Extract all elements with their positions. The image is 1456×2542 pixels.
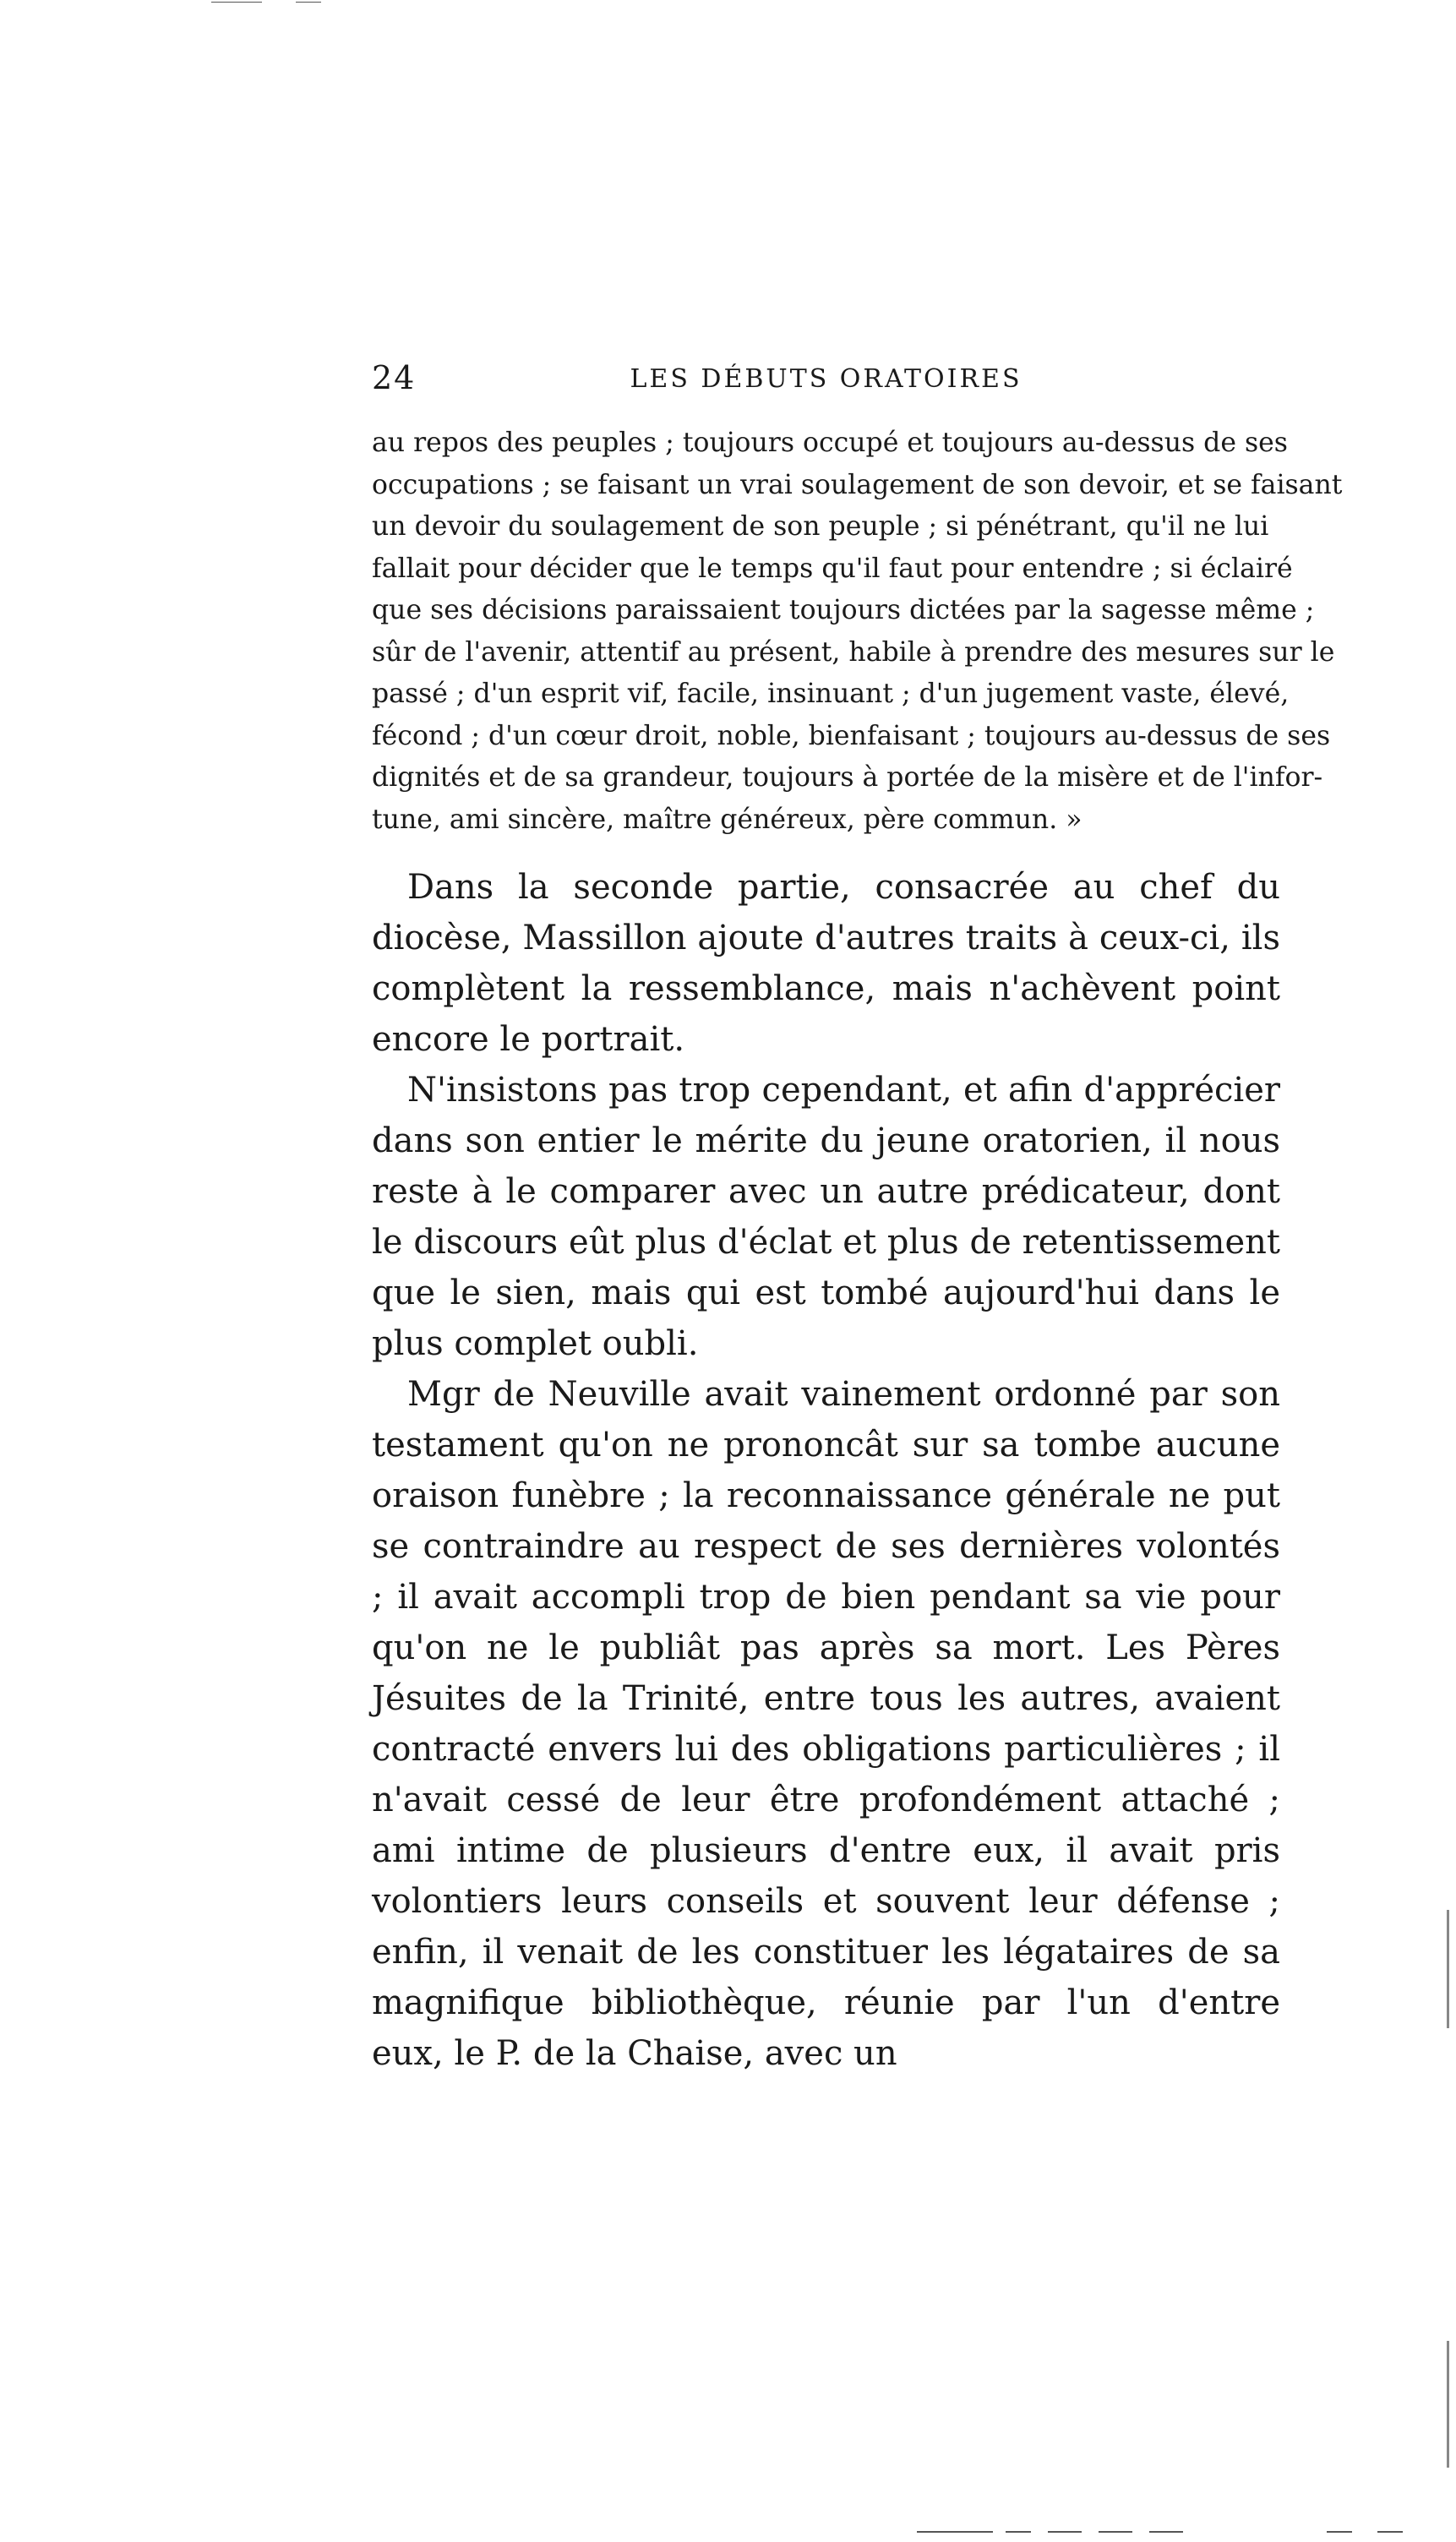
- scan-bottom-mark: [1149, 2531, 1183, 2533]
- scan-bottom-mark: [917, 2531, 993, 2533]
- quote-line: fécond ; d'un cœur droit, noble, bienfaisant ; toujours au-dessus de ses: [372, 720, 1331, 751]
- quote-line: un devoir du soulagement de son peuple ; si pénétrant, qu'il ne lui: [372, 511, 1269, 542]
- scan-top-mark: [296, 2, 321, 3]
- quote-line: tune, ami sincère, maître généreux, père commun. »: [372, 804, 1082, 835]
- quote-line: occupations ; se faisant un vrai soulagement de son devoir, et se faisant: [372, 469, 1343, 500]
- running-title: LES DÉBUTS ORATOIRES: [630, 364, 1022, 394]
- scan-bottom-mark: [1327, 2531, 1352, 2533]
- quote-line: fallait pour décider que le temps qu'il faut pour entendre ; si éclairé: [372, 553, 1293, 584]
- page-number: 24: [372, 359, 417, 396]
- quoted-passage: [372, 423, 1343, 841]
- scan-bottom-mark: [1006, 2531, 1031, 2533]
- body-text: [372, 862, 1280, 2079]
- quote-line: dignités et de sa grandeur, toujours à portée de la misère et de l'infor-: [372, 762, 1323, 793]
- scan-bottom-mark: [1377, 2531, 1403, 2533]
- scan-bottom-mark: [1099, 2531, 1132, 2533]
- scan-bottom-mark: [1048, 2531, 1082, 2533]
- quote-line: sûr de l'avenir, attentif au présent, habile à prendre des mesures sur le: [372, 636, 1335, 668]
- scan-edge-mark: [1447, 1910, 1449, 2028]
- page-header: [372, 359, 1280, 410]
- quote-line: passé ; d'un esprit vif, facile, insinuant ; d'un jugement vaste, élevé,: [372, 679, 1290, 709]
- scan-edge-mark: [1447, 2341, 1449, 2468]
- quote-line: au repos des peuples ; toujours occupé et toujours au-dessus de ses: [372, 428, 1288, 458]
- quote-line: que ses décisions paraissaient toujours dictées par la sagesse même ;: [372, 595, 1315, 625]
- paragraph: Dans la seconde partie, consacrée au chef du diocèse, Massillon ajoute d'autres traits à ceux-ci, ils complètent la ressemblance, mais n'achèvent point encore le portrait.: [372, 868, 1280, 1059]
- scan-top-mark: [211, 2, 262, 3]
- paragraph: N'insistons pas trop cependant, et afin d'apprécier dans son entier le mérite du jeune oratorien, il nous reste à le comparer avec un autre prédicateur, dont le discours eût plus d'éclat et plus de retentissement que le sien, mais qui est tombé aujourd'hui dans le plus complet oubli.: [372, 1071, 1280, 1363]
- paragraph: Mgr de Neuville avait vainement ordonné par son testament qu'on ne prononcât sur sa tombe aucune oraison funèbre ; la reconnaissance générale ne put se contraindre au respect de ses dernières volontés ; il avait accompli trop de bien pendant sa vie pour qu'on ne le publiât pas après sa mort. Les Pères Jésuites de la Trinité, entre tous les autres, avaient contracté envers lui des obligations particulières ; il n'avait cessé de leur être profondément attaché ; ami intime de plusieurs d'entre eux, il avait pris volontiers leurs conseils et souvent leur défense ; enfin, il venait de les constituer les légataires de sa magnifique bibliothèque, réunie par l'un d'entre eux, le P. de la Chaise, avec un: [372, 1375, 1280, 2073]
